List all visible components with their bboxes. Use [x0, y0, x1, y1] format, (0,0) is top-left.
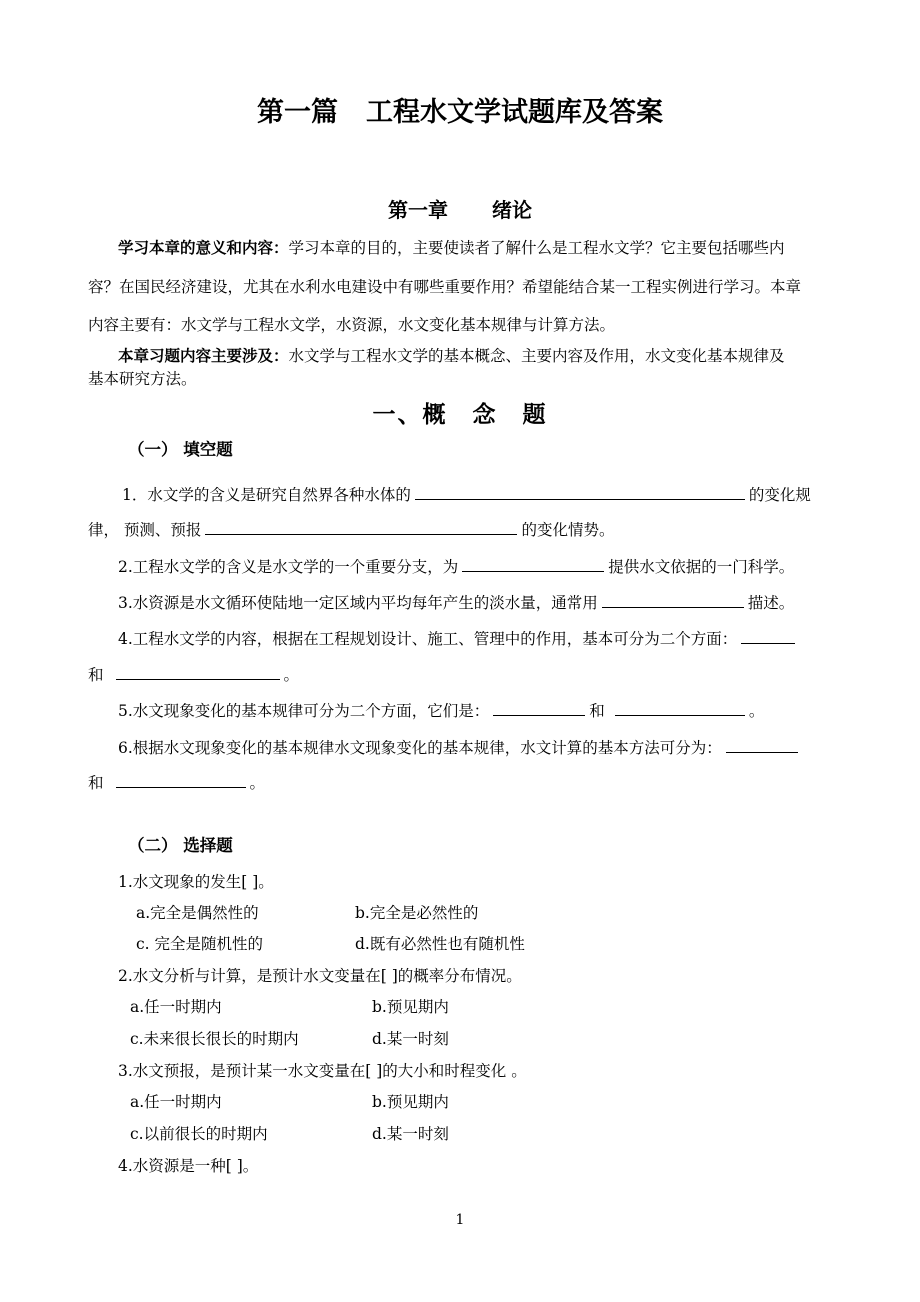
fill-q4-line2: 和 。: [88, 666, 300, 684]
choice-q1-option-a: a.完全是偶然性的: [136, 904, 259, 922]
fill-q2: 2.工程水文学的含义是水文学的一个重要分支，为 提供水文依据的一门科学。: [118, 558, 795, 576]
fill-q5: 5.水文现象变化的基本规律可分为二个方面，它们是： 和 。: [118, 702, 765, 720]
fill-q3: 3.水资源是水文循环使陆地一定区域内平均每年产生的淡水量，通常用 描述。: [118, 594, 795, 612]
fill-heading: （一） 填空题: [128, 440, 233, 459]
intro-p1-label: 学习本章的意义和内容：: [118, 238, 289, 257]
choice-q2-option-d: d.某一时刻: [372, 1030, 449, 1048]
fill-q1-line1: 1．水文学的含义是研究自然界各种水体的 的变化规: [122, 486, 811, 504]
answer-blank: [741, 628, 795, 644]
title-part: 第一篇: [257, 97, 338, 128]
choice-q1-option-d: d.既有必然性也有随机性: [355, 935, 525, 953]
choice-q3-option-b: b.预见期内: [372, 1093, 449, 1111]
answer-blank: [415, 484, 745, 500]
intro-p2-line1: 本章习题内容主要涉及：水文学与工程水文学的基本概念、主要内容及作用，水文变化基本规律及: [118, 346, 785, 365]
answer-blank: [493, 700, 585, 716]
choice-q2-option-b: b.预见期内: [372, 998, 449, 1016]
choice-q1-option-b: b.完全是必然性的: [355, 904, 479, 922]
choice-q3: 3.水文预报，是预计某一水文变量在[ ]的大小和时程变化 。: [118, 1062, 527, 1080]
intro-p2-label: 本章习题内容主要涉及：: [118, 346, 289, 365]
chapter-heading: [0, 197, 920, 223]
choice-q3-option-c: c.以前很长的时期内: [130, 1125, 268, 1143]
choice-q3-option-d: d.某一时刻: [372, 1125, 449, 1143]
choice-q2: 2.水文分析与计算，是预计水文变量在[ ]的概率分布情况。: [118, 967, 522, 985]
fill-q6-line2: 和 。: [88, 774, 266, 792]
intro-p1-line2: 容？在国民经济建设，尤其在水利水电建设中有哪些重要作用？希望能结合某一工程实例进行学习。本章: [88, 278, 802, 296]
choice-q4: 4.水资源是一种[ ]。: [118, 1157, 259, 1175]
chapter-name: 绪论: [492, 198, 532, 222]
chapter-label: 第一章: [388, 198, 448, 222]
choice-q2-option-a: a.任一时期内: [130, 998, 222, 1016]
answer-blank: [602, 592, 744, 608]
choice-q1: 1.水文现象的发生[ ]。: [118, 873, 274, 891]
section-heading: 一、概 念 题: [372, 401, 548, 428]
answer-blank: [205, 519, 517, 535]
answer-blank: [615, 700, 745, 716]
choice-q2-option-c: c.未来很长很长的时期内: [130, 1030, 299, 1048]
fill-q1-line2: 律， 预测、预报 的变化情势。: [88, 521, 615, 539]
document-title: [0, 96, 920, 130]
intro-p2-line2: 基本研究方法。: [88, 370, 197, 388]
fill-q4-line1: 4.工程水文学的内容，根据在工程规划设计、施工、管理中的作用，基本可分为二个方面：: [118, 628, 799, 649]
intro-p1-line1: 学习本章的意义和内容：学习本章的目的，主要使读者了解什么是工程水文学？它主要包括哪些内: [118, 238, 785, 257]
fill-q6-line1: 6.根据水文现象变化的基本规律水文现象变化的基本规律，水文计算的基本方法可分为：: [118, 737, 802, 758]
choice-q1-option-c: c. 完全是随机性的: [136, 935, 264, 953]
title-name: 工程水文学试题库及答案: [366, 97, 663, 128]
intro-p1-line3: 内容主要有：水文学与工程水文学，水资源，水文变化基本规律与计算方法。: [88, 316, 616, 334]
choice-q3-option-a: a.任一时期内: [130, 1093, 222, 1111]
answer-blank: [116, 772, 246, 788]
answer-blank: [726, 737, 798, 753]
choice-heading: （二） 选择题: [128, 836, 233, 855]
answer-blank: [462, 556, 604, 572]
answer-blank: [116, 664, 280, 680]
page-number: 1: [455, 1212, 465, 1228]
